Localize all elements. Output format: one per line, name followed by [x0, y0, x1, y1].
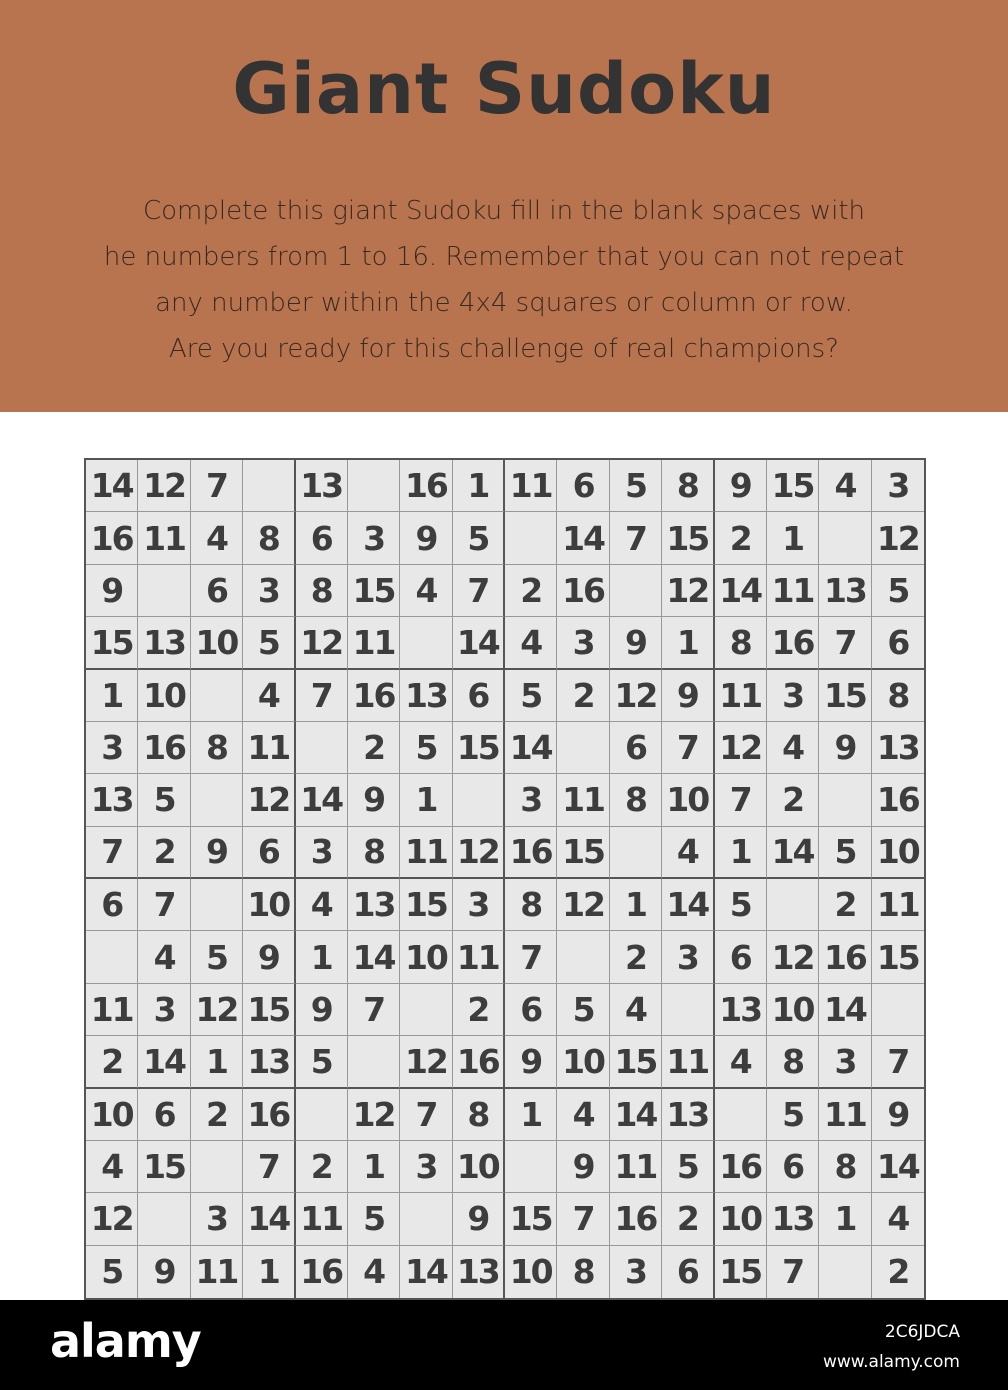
empty-cell[interactable]: [138, 1193, 190, 1245]
given-cell: 4: [138, 931, 190, 983]
given-cell: 16: [505, 827, 557, 879]
given-cell: 2: [715, 512, 767, 564]
given-cell: 16: [557, 565, 609, 617]
given-cell: 4: [819, 460, 871, 512]
given-cell: 3: [348, 512, 400, 564]
empty-cell[interactable]: [191, 774, 243, 826]
given-cell: 11: [453, 931, 505, 983]
given-cell: 1: [191, 1036, 243, 1088]
given-cell: 13: [296, 460, 348, 512]
given-cell: 10: [767, 984, 819, 1036]
given-cell: 15: [505, 1193, 557, 1245]
given-cell: 15: [557, 827, 609, 879]
given-cell: 7: [296, 670, 348, 722]
given-cell: 14: [505, 722, 557, 774]
given-cell: 9: [610, 617, 662, 669]
given-cell: 2: [610, 931, 662, 983]
given-cell: 9: [505, 1036, 557, 1088]
given-cell: 13: [819, 565, 871, 617]
given-cell: 3: [819, 1036, 871, 1088]
given-cell: 13: [453, 1246, 505, 1298]
given-cell: 7: [191, 460, 243, 512]
given-cell: 8: [296, 565, 348, 617]
instruction-line: Are you ready for this challenge of real champions?: [169, 334, 839, 364]
given-cell: 10: [191, 617, 243, 669]
given-cell: 13: [715, 984, 767, 1036]
given-cell: 10: [400, 931, 452, 983]
given-cell: 8: [662, 460, 714, 512]
given-cell: 15: [400, 879, 452, 931]
given-cell: 16: [138, 722, 190, 774]
given-cell: 15: [715, 1246, 767, 1298]
given-cell: 6: [86, 879, 138, 931]
given-cell: 8: [505, 879, 557, 931]
given-cell: 9: [296, 984, 348, 1036]
given-cell: 16: [86, 512, 138, 564]
given-cell: 6: [715, 931, 767, 983]
given-cell: 12: [243, 774, 295, 826]
empty-cell[interactable]: [819, 774, 871, 826]
given-cell: 16: [296, 1246, 348, 1298]
given-cell: 2: [453, 984, 505, 1036]
empty-cell[interactable]: [610, 565, 662, 617]
given-cell: 5: [819, 827, 871, 879]
given-cell: 2: [296, 1141, 348, 1193]
given-cell: 6: [872, 617, 924, 669]
image-id: 2C6JDCA: [884, 1322, 960, 1342]
given-cell: 8: [715, 617, 767, 669]
given-cell: 11: [715, 670, 767, 722]
given-cell: 12: [453, 827, 505, 879]
given-cell: 8: [348, 827, 400, 879]
given-cell: 4: [243, 670, 295, 722]
given-cell: 3: [662, 931, 714, 983]
given-cell: 9: [662, 670, 714, 722]
given-cell: 5: [86, 1246, 138, 1298]
given-cell: 4: [872, 1193, 924, 1245]
given-cell: 5: [767, 1089, 819, 1141]
given-cell: 4: [348, 1246, 400, 1298]
given-cell: 3: [243, 565, 295, 617]
given-cell: 6: [191, 565, 243, 617]
given-cell: 2: [86, 1036, 138, 1088]
given-cell: 1: [662, 617, 714, 669]
given-cell: 6: [662, 1246, 714, 1298]
given-cell: 3: [872, 460, 924, 512]
given-cell: 12: [348, 1089, 400, 1141]
given-cell: 3: [610, 1246, 662, 1298]
given-cell: 12: [662, 565, 714, 617]
given-cell: 11: [348, 617, 400, 669]
sudoku-grid: [84, 458, 926, 1300]
given-cell: 3: [557, 617, 609, 669]
given-cell: 9: [400, 512, 452, 564]
given-cell: 14: [348, 931, 400, 983]
given-cell: 4: [715, 1036, 767, 1088]
given-cell: 8: [872, 670, 924, 722]
given-cell: 14: [296, 774, 348, 826]
given-cell: 11: [243, 722, 295, 774]
given-cell: 7: [138, 879, 190, 931]
given-cell: 2: [557, 670, 609, 722]
given-cell: 3: [453, 879, 505, 931]
empty-cell[interactable]: [557, 931, 609, 983]
given-cell: 7: [453, 565, 505, 617]
given-cell: 15: [348, 565, 400, 617]
empty-cell[interactable]: [400, 617, 452, 669]
given-cell: 14: [819, 984, 871, 1036]
given-cell: 1: [819, 1193, 871, 1245]
given-cell: 16: [872, 774, 924, 826]
given-cell: 6: [767, 1141, 819, 1193]
given-cell: 3: [296, 827, 348, 879]
given-cell: 12: [138, 460, 190, 512]
empty-cell[interactable]: [348, 1036, 400, 1088]
given-cell: 14: [767, 827, 819, 879]
given-cell: 5: [243, 617, 295, 669]
given-cell: 5: [400, 722, 452, 774]
given-cell: 13: [243, 1036, 295, 1088]
given-cell: 14: [557, 512, 609, 564]
given-cell: 2: [819, 879, 871, 931]
given-cell: 12: [296, 617, 348, 669]
empty-cell[interactable]: [715, 1089, 767, 1141]
given-cell: 12: [872, 512, 924, 564]
given-cell: 1: [296, 931, 348, 983]
footer-bar: [0, 1300, 1008, 1390]
empty-cell[interactable]: [662, 984, 714, 1036]
given-cell: 3: [138, 984, 190, 1036]
given-cell: 1: [243, 1246, 295, 1298]
given-cell: 3: [400, 1141, 452, 1193]
given-cell: 3: [505, 774, 557, 826]
given-cell: 13: [86, 774, 138, 826]
given-cell: 6: [557, 460, 609, 512]
given-cell: 1: [715, 827, 767, 879]
given-cell: 7: [819, 617, 871, 669]
given-cell: 3: [191, 1193, 243, 1245]
given-cell: 12: [715, 722, 767, 774]
given-cell: 7: [557, 1193, 609, 1245]
given-cell: 5: [872, 565, 924, 617]
given-cell: 16: [819, 931, 871, 983]
instruction-line: he numbers from 1 to 16. Remember that you can not repeat: [103, 242, 905, 272]
given-cell: 13: [400, 670, 452, 722]
site-url: www.alamy.com: [822, 1352, 960, 1372]
given-cell: 4: [610, 984, 662, 1036]
given-cell: 11: [400, 827, 452, 879]
empty-cell[interactable]: [819, 512, 871, 564]
given-cell: 11: [505, 460, 557, 512]
instruction-line: Complete this giant Sudoku fill in the blank spaces with: [142, 196, 866, 226]
given-cell: 6: [610, 722, 662, 774]
given-cell: 8: [819, 1141, 871, 1193]
given-cell: 4: [296, 879, 348, 931]
given-cell: 15: [662, 512, 714, 564]
given-cell: 13: [662, 1089, 714, 1141]
given-cell: 11: [819, 1089, 871, 1141]
given-cell: 11: [86, 984, 138, 1036]
given-cell: 1: [505, 1089, 557, 1141]
empty-cell[interactable]: [453, 774, 505, 826]
given-cell: 12: [610, 670, 662, 722]
given-cell: 5: [138, 774, 190, 826]
given-cell: 11: [138, 512, 190, 564]
given-cell: 11: [872, 879, 924, 931]
given-cell: 10: [86, 1089, 138, 1141]
empty-cell[interactable]: [296, 1089, 348, 1141]
empty-cell[interactable]: [505, 512, 557, 564]
given-cell: 11: [610, 1141, 662, 1193]
given-cell: 2: [505, 565, 557, 617]
given-cell: 6: [243, 827, 295, 879]
given-cell: 8: [453, 1089, 505, 1141]
given-cell: 11: [662, 1036, 714, 1088]
given-cell: 9: [191, 827, 243, 879]
given-cell: 10: [557, 1036, 609, 1088]
given-cell: 16: [243, 1089, 295, 1141]
given-cell: 5: [662, 1141, 714, 1193]
given-cell: 14: [662, 879, 714, 931]
given-cell: 5: [191, 931, 243, 983]
empty-cell[interactable]: [296, 722, 348, 774]
given-cell: 14: [243, 1193, 295, 1245]
given-cell: 5: [715, 879, 767, 931]
given-cell: 1: [400, 774, 452, 826]
given-cell: 12: [86, 1193, 138, 1245]
given-cell: 13: [767, 1193, 819, 1245]
given-cell: 14: [138, 1036, 190, 1088]
given-cell: 2: [348, 722, 400, 774]
given-cell: 1: [348, 1141, 400, 1193]
given-cell: 7: [348, 984, 400, 1036]
instructions: [0, 188, 1008, 372]
given-cell: 10: [243, 879, 295, 931]
given-cell: 12: [557, 879, 609, 931]
given-cell: 16: [348, 670, 400, 722]
given-cell: 16: [715, 1141, 767, 1193]
given-cell: 9: [453, 1193, 505, 1245]
empty-cell[interactable]: [819, 1246, 871, 1298]
given-cell: 1: [610, 879, 662, 931]
given-cell: 2: [767, 774, 819, 826]
given-cell: 12: [767, 931, 819, 983]
given-cell: 4: [767, 722, 819, 774]
given-cell: 11: [557, 774, 609, 826]
given-cell: 6: [138, 1089, 190, 1141]
given-cell: 14: [86, 460, 138, 512]
given-cell: 6: [296, 512, 348, 564]
empty-cell[interactable]: [505, 1141, 557, 1193]
given-cell: 10: [138, 670, 190, 722]
given-cell: 14: [400, 1246, 452, 1298]
given-cell: 4: [86, 1141, 138, 1193]
given-cell: 6: [505, 984, 557, 1036]
given-cell: 7: [872, 1036, 924, 1088]
given-cell: 8: [191, 722, 243, 774]
given-cell: 15: [453, 722, 505, 774]
given-cell: 10: [715, 1193, 767, 1245]
given-cell: 4: [557, 1089, 609, 1141]
given-cell: 5: [453, 512, 505, 564]
given-cell: 13: [138, 617, 190, 669]
given-cell: 7: [86, 827, 138, 879]
given-cell: 5: [296, 1036, 348, 1088]
empty-cell[interactable]: [191, 879, 243, 931]
empty-cell[interactable]: [610, 827, 662, 879]
empty-cell[interactable]: [191, 1141, 243, 1193]
given-cell: 10: [453, 1141, 505, 1193]
page-title: Giant Sudoku: [232, 48, 776, 130]
empty-cell[interactable]: [191, 670, 243, 722]
given-cell: 2: [191, 1089, 243, 1141]
given-cell: 9: [872, 1089, 924, 1141]
given-cell: 12: [191, 984, 243, 1036]
empty-cell[interactable]: [557, 722, 609, 774]
given-cell: 11: [191, 1246, 243, 1298]
given-cell: 8: [610, 774, 662, 826]
empty-cell[interactable]: [400, 984, 452, 1036]
given-cell: 14: [610, 1089, 662, 1141]
given-cell: 10: [662, 774, 714, 826]
given-cell: 7: [715, 774, 767, 826]
empty-cell[interactable]: [348, 460, 400, 512]
given-cell: 8: [767, 1036, 819, 1088]
given-cell: 14: [872, 1141, 924, 1193]
given-cell: 14: [715, 565, 767, 617]
given-cell: 15: [138, 1141, 190, 1193]
given-cell: 6: [453, 670, 505, 722]
given-cell: 11: [767, 565, 819, 617]
given-cell: 4: [400, 565, 452, 617]
empty-cell[interactable]: [138, 565, 190, 617]
given-cell: 13: [348, 879, 400, 931]
given-cell: 5: [505, 670, 557, 722]
empty-cell[interactable]: [767, 879, 819, 931]
given-cell: 9: [819, 722, 871, 774]
given-cell: 4: [191, 512, 243, 564]
given-cell: 3: [767, 670, 819, 722]
given-cell: 16: [767, 617, 819, 669]
given-cell: 15: [767, 460, 819, 512]
given-cell: 15: [610, 1036, 662, 1088]
given-cell: 16: [453, 1036, 505, 1088]
given-cell: 7: [767, 1246, 819, 1298]
given-cell: 2: [872, 1246, 924, 1298]
given-cell: 5: [557, 984, 609, 1036]
alamy-logo: alamy: [50, 1314, 201, 1368]
given-cell: 9: [348, 774, 400, 826]
given-cell: 1: [86, 670, 138, 722]
given-cell: 3: [86, 722, 138, 774]
given-cell: 15: [872, 931, 924, 983]
given-cell: 9: [243, 931, 295, 983]
given-cell: 12: [400, 1036, 452, 1088]
given-cell: 10: [872, 827, 924, 879]
given-cell: 9: [715, 460, 767, 512]
instruction-line: any number within the 4x4 squares or column or row.: [155, 288, 853, 318]
given-cell: 10: [505, 1246, 557, 1298]
given-cell: 15: [819, 670, 871, 722]
empty-cell[interactable]: [243, 460, 295, 512]
given-cell: 9: [557, 1141, 609, 1193]
given-cell: 15: [86, 617, 138, 669]
given-cell: 5: [610, 460, 662, 512]
given-cell: 7: [243, 1141, 295, 1193]
header-banner: [0, 0, 1008, 412]
given-cell: 9: [86, 565, 138, 617]
given-cell: 7: [400, 1089, 452, 1141]
given-cell: 2: [662, 1193, 714, 1245]
given-cell: 8: [243, 512, 295, 564]
given-cell: 4: [505, 617, 557, 669]
given-cell: 13: [872, 722, 924, 774]
given-cell: 1: [453, 460, 505, 512]
given-cell: 8: [557, 1246, 609, 1298]
given-cell: 2: [138, 827, 190, 879]
given-cell: 7: [662, 722, 714, 774]
given-cell: 15: [243, 984, 295, 1036]
given-cell: 16: [400, 460, 452, 512]
given-cell: 1: [767, 512, 819, 564]
given-cell: 9: [138, 1246, 190, 1298]
given-cell: 5: [348, 1193, 400, 1245]
empty-cell[interactable]: [86, 931, 138, 983]
given-cell: 16: [610, 1193, 662, 1245]
given-cell: 11: [296, 1193, 348, 1245]
empty-cell[interactable]: [872, 984, 924, 1036]
empty-cell[interactable]: [400, 1193, 452, 1245]
given-cell: 7: [610, 512, 662, 564]
given-cell: 14: [453, 617, 505, 669]
given-cell: 7: [505, 931, 557, 983]
given-cell: 4: [662, 827, 714, 879]
